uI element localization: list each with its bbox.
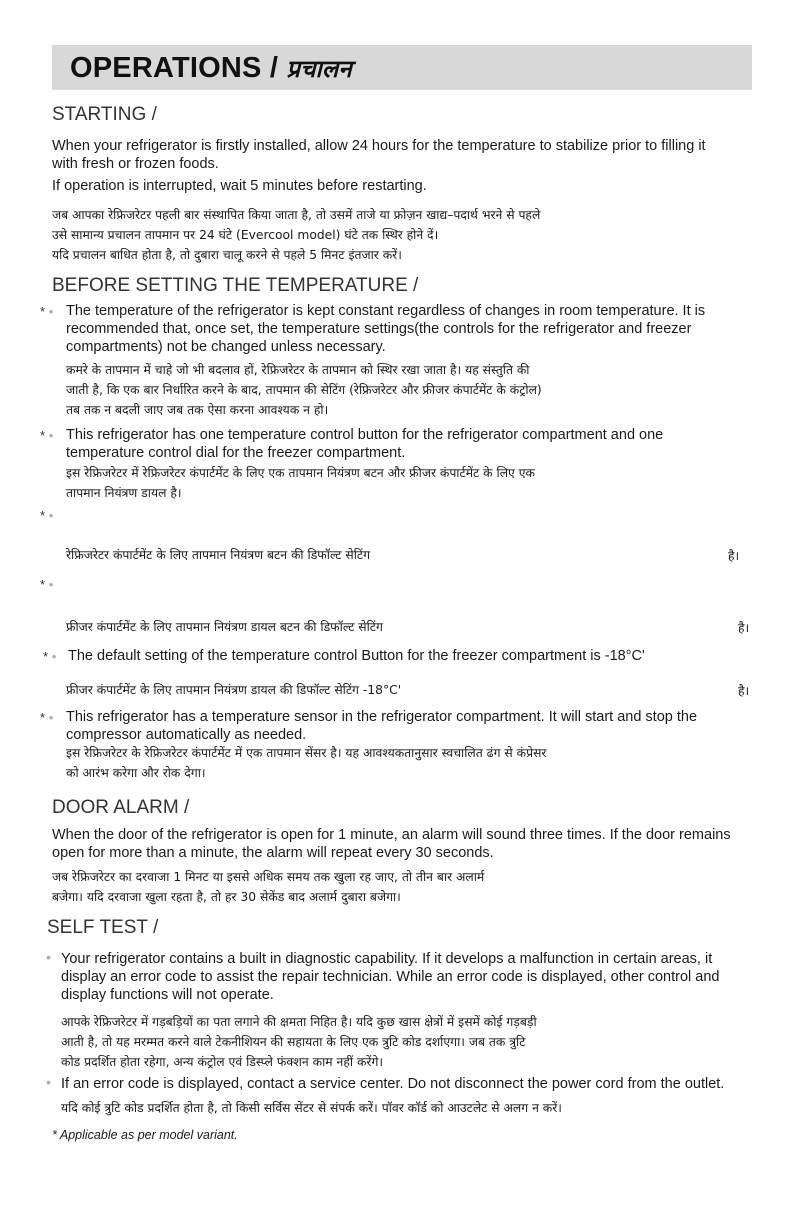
text-line: This refrigerator has one temperature control button for the refrigerator compartment and one (66, 427, 664, 443)
text-line: जब रेफ्रिजरेटर का दरवाजा 1 मिनट या इससे अधिक समय तक खुला रह जाए, तो तीन बार अलार्म (52, 870, 485, 884)
before-bullet5-hi: फ्रीजर कंपार्टमेंट के लिए तापमान नियंत्रण डायल की डिफॉल्ट सेटिंग -18°C' (66, 683, 402, 697)
asterisk: * (40, 508, 46, 523)
text-line: compartments) not be changed unless necessary. (66, 339, 386, 355)
text-line: display an error code to assist the repair technician. While an error code is displayed, other control and (61, 969, 720, 985)
text-line: आपके रेफ्रिजरेटर में गड़बड़ियों का पता लगाने की क्षमता निहित है। यदि कुछ खास क्षेत्रों में इसमें कोई गड़बड़ी (61, 1015, 537, 1029)
asterisk: * (40, 577, 46, 592)
text-line: temperature control dial for the freezer compartment. (66, 445, 406, 461)
before-bullet6-en (66, 708, 697, 744)
asterisk: * (40, 428, 46, 443)
bullet-dot: • (51, 649, 57, 664)
self-bullet1-en (61, 950, 719, 1004)
asterisk: * (40, 304, 46, 319)
text-line: आती है, तो यह मरम्मत करने वाले टेकनीशियन की सहायता के लिए एक त्रुटि कोड दर्शाएगा। जब तक त्रुटि (61, 1035, 526, 1049)
self-bullet2-hi: यदि कोई त्रुटि कोड प्रदर्शित होता है, तो किसी सर्विस सेंटर से संपर्क करें। पॉवर कॉर्ड को आउटलेट से अलग न करें। (61, 1101, 562, 1115)
starting-en-text (52, 137, 706, 195)
text-line: उसे सामान्य प्रचालन तापमान पर 24 घंटे (Evercool model) घंटे तक स्थिर होने दें। (52, 228, 439, 242)
page-title (70, 52, 352, 85)
before-bullet2-en (66, 426, 663, 462)
before-bullet3-hi: रेफ्रिजरेटर कंपार्टमेंट के लिए तापमान नियंत्रण बटन की डिफॉल्ट सेटिंग (66, 548, 371, 562)
page-title-separator: / (261, 52, 287, 84)
door-en-text (52, 826, 731, 862)
asterisk-marker (40, 508, 53, 523)
text-line: display functions will not operate. (61, 987, 274, 1003)
bullet-dot: • (48, 508, 54, 523)
text-line: जब आपका रेफ्रिजरेटर पहली बार संस्थापित किया जाता है, तो उसमें ताजे या फ्रोज़न खाद्य–पदार्थ भरने से पहले (52, 208, 541, 222)
starting-hi-text (52, 205, 540, 265)
page-title-en: OPERATIONS (70, 52, 262, 84)
text-line: तब तक न बदली जाए जब तक ऐसा करना आवश्यक न हो। (66, 403, 329, 417)
text-line: with fresh or frozen foods. (52, 156, 219, 172)
asterisk: * (40, 710, 46, 725)
footnote: * Applicable as per model variant. (52, 1128, 238, 1142)
before-bullet6-hi (66, 743, 546, 783)
bullet-dot: • (46, 1074, 51, 1090)
asterisk-marker (40, 710, 53, 725)
section-heading-starting: STARTING / (52, 104, 157, 125)
text-line: यदि प्रचालन बाधित होता है, तो दुबारा चालू करने से पहले 5 मिनट इंतजार करें। (52, 248, 402, 262)
text-line: कमरे के तापमान में चाहे जो भी बदलाव हों, रेफ्रिजरेटर के तापमान को स्थिर रखा जाता है। यह संस्तुति की (66, 363, 530, 377)
before-bullet2-hi (66, 463, 535, 503)
before-bullet3-end: है। (728, 549, 740, 563)
section-heading-door-alarm: DOOR ALARM / (52, 797, 190, 818)
bullet-dot: • (48, 428, 54, 443)
before-bullet5-en: The default setting of the temperature control Button for the freezer compartment is -18°C' (68, 648, 645, 664)
bullet-dot: • (48, 304, 54, 319)
text-line: The temperature of the refrigerator is kept constant regardless of changes in room temperature. It is (66, 303, 706, 319)
asterisk-marker (40, 577, 53, 592)
text-line: If operation is interrupted, wait 5 minutes before restarting. (52, 178, 427, 194)
section-heading-self-test: SELF TEST / (47, 917, 159, 938)
text-line: This refrigerator has a temperature sensor in the refrigerator compartment. It will start and stop the (66, 709, 698, 725)
before-bullet5-end: है। (738, 684, 750, 698)
before-bullet4-hi: फ्रीजर कंपार्टमेंट के लिए तापमान नियंत्रण डायल बटन की डिफॉल्ट सेटिंग (66, 620, 383, 634)
bullet-dot: • (46, 949, 51, 965)
door-hi-text (52, 867, 484, 907)
section-heading-before-setting: BEFORE SETTING THE TEMPERATURE / (52, 275, 419, 296)
text-line: When the door of the refrigerator is open for 1 minute, an alarm will sound three times. If the door remains (52, 827, 731, 843)
text-line: recommended that, once set, the temperature settings(the controls for the refrigerator and freezer (66, 321, 692, 337)
bullet-dot: • (48, 710, 54, 725)
text-line: कोड प्रदर्शित होता रहेगा, अन्य कंट्रोल एवं डिस्प्ले फंक्शन काम नहीं करेंगे। (61, 1055, 384, 1069)
text-line: इस रेफ्रिजरेटर के रेफ्रिजरेटर कंपार्टमेंट में एक तापमान सेंसर है। यह आवश्यकतानुसार स्वचालित ढंग से कंप्रेसर (66, 746, 547, 760)
text-line: Your refrigerator contains a built in diagnostic capability. If it develops a malfunction in certain areas, it (61, 951, 713, 967)
asterisk-marker (43, 649, 56, 664)
asterisk: * (43, 649, 49, 664)
asterisk-marker (40, 428, 53, 443)
text-line: बजेगा। यदि दरवाजा खुला रहता है, तो हर 30 सेकेंड बाद अलार्म दुबारा बजेगा। (52, 890, 401, 904)
text-line: compressor automatically as needed. (66, 727, 307, 743)
before-bullet1-hi (66, 360, 542, 420)
page-title-hi: प्रचालन (286, 55, 352, 83)
text-line: जाती है, कि एक बार निर्धारित करने के बाद, तापमान की सेटिंग (रेफ्रिजरेटर और फ्रीजर कंपार्टमेंट के कंट्रोल) (66, 383, 542, 397)
text-line: open for more than a minute, the alarm will repeat every 30 seconds. (52, 845, 494, 861)
text-line: इस रेफ्रिजरेटर में रेफ्रिजरेटर कंपार्टमेंट के लिए एक तापमान नियंत्रण बटन और फ्रीजर कंपार्टमेंट के लिए एक (66, 466, 535, 480)
before-bullet4-end: है। (738, 621, 750, 635)
text-line: तापमान नियंत्रण डायल है। (66, 486, 182, 500)
before-bullet1-en (66, 302, 705, 356)
self-bullet2-en: If an error code is displayed, contact a service center. Do not disconnect the power cord from the outlet. (61, 1076, 725, 1092)
asterisk-marker (40, 304, 53, 319)
text-line: When your refrigerator is firstly installed, allow 24 hours for the temperature to stabilize prior to filling it (52, 138, 706, 154)
bullet-dot: • (48, 577, 54, 592)
text-line: को आरंभ करेगा और रोक देगा। (66, 766, 206, 780)
self-bullet1-hi (61, 1012, 537, 1072)
